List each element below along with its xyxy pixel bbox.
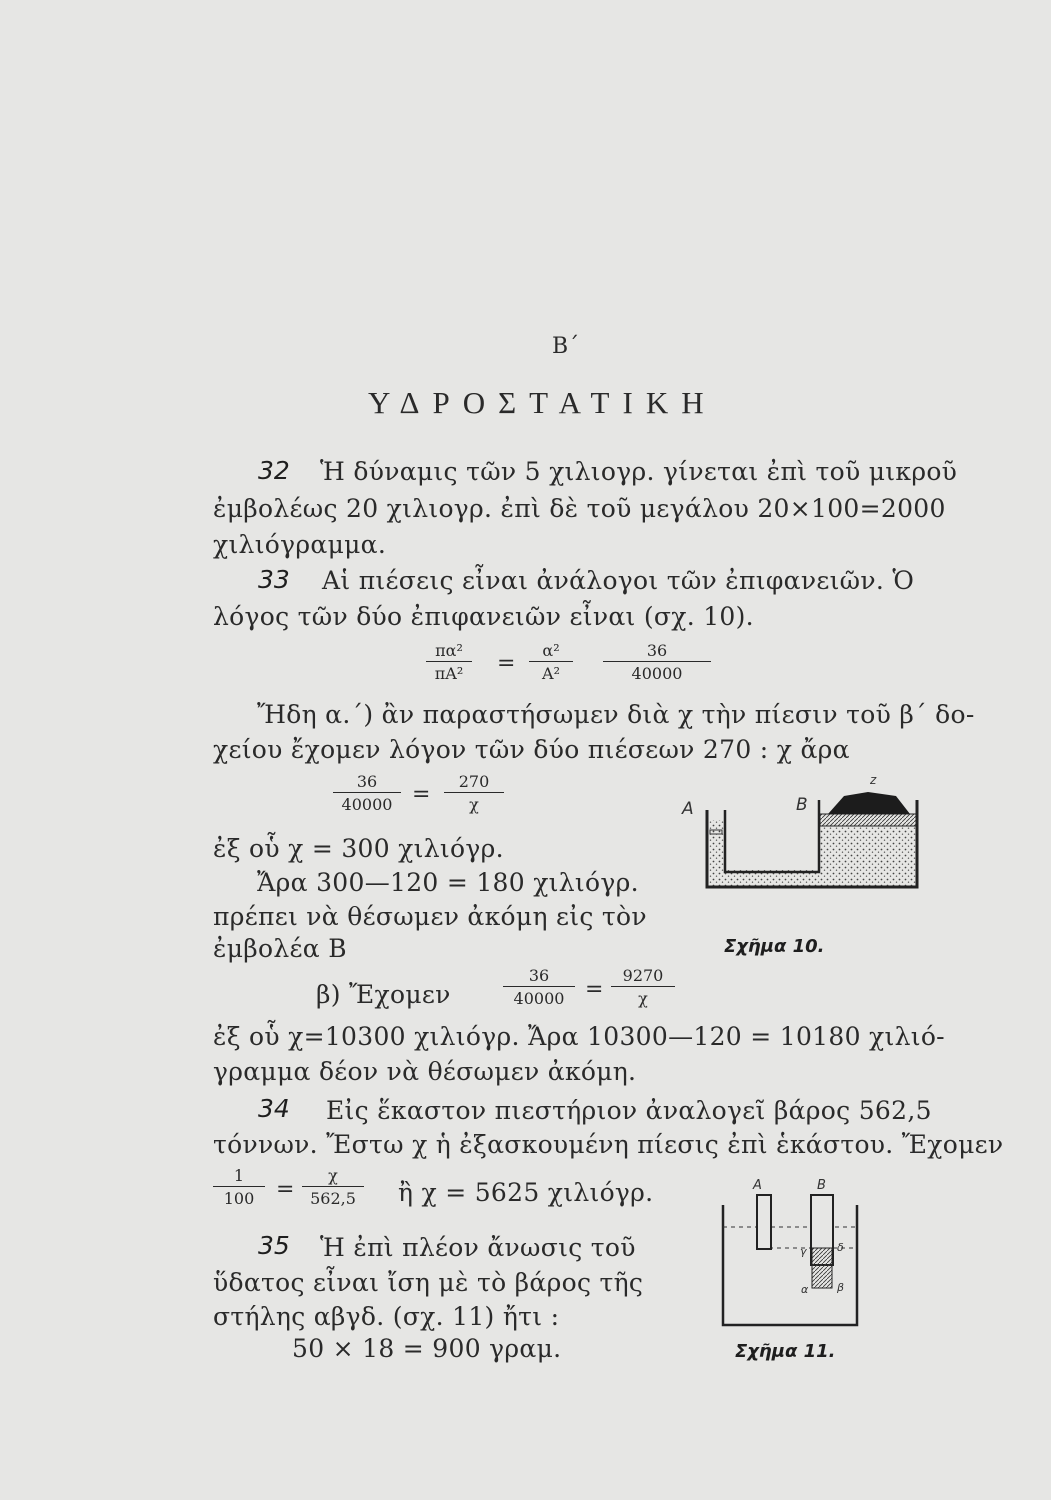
denominator: 562,5 [302, 1186, 364, 1208]
numerator: 36 [356, 772, 378, 791]
text-line: Ἡ ἐπὶ πλέον ἄνωσις τοῦ [320, 1233, 636, 1262]
text-line: ἐξ οὗ χ=10300 χιλιόγρ. Ἄρα 10300—120 = 10180 χιλιό- [213, 1022, 945, 1051]
section-label: Β΄ [552, 334, 580, 359]
text-line: Εἰς ἕκαστον πιεστήριον ἀναλογεῖ βάρος 562,5 [326, 1096, 932, 1125]
problem-number: 33 [258, 565, 290, 594]
text-line: λόγος τῶν δύο ἐπιφανειῶν εἶναι (σχ. 10). [213, 602, 754, 631]
text-line: β) Ἔχομεν [316, 980, 451, 1009]
text-line: ἐξ οὗ χ = 300 χιλιόγρ. [213, 834, 504, 863]
denominator: 100 [213, 1186, 265, 1208]
vessel-diagram [670, 770, 940, 900]
fraction [603, 641, 711, 683]
text-line: ἐμβολέα Β [213, 934, 347, 963]
numerator: α² [542, 641, 560, 660]
text-line: Ἡ δύναμις τῶν 5 χιλιογρ. γίνεται ἐπὶ τοῦ μικροῦ [320, 457, 958, 486]
problem-number: 35 [258, 1231, 290, 1260]
figure-11 [715, 1175, 865, 1335]
figure-label-a: A [753, 1178, 762, 1193]
text-line: Ἤδη α.΄) ἂν παραστήσωμεν διὰ χ τὴν πίεσιν τοῦ β΄ δο- [257, 700, 975, 729]
buoyancy-diagram [715, 1175, 865, 1335]
denominator: 40000 [333, 792, 401, 814]
equals-sign: = [585, 977, 604, 1002]
numerator: χ [328, 1166, 338, 1185]
chapter-title: ΥΔΡΟΣΤΑΤΙΚΗ [368, 385, 717, 420]
fraction [302, 1166, 364, 1208]
figure-caption: Σχῆμα 10. [724, 936, 825, 957]
equals-sign: = [412, 782, 431, 807]
figure-10 [670, 770, 940, 900]
fraction [333, 772, 401, 814]
denominator: πΑ² [426, 661, 472, 683]
figure-caption: Σχῆμα 11. [735, 1341, 836, 1362]
numerator: 36 [528, 966, 550, 985]
figure-label-x: z [870, 773, 877, 787]
fraction [611, 966, 675, 1008]
denominator: 40000 [603, 661, 711, 683]
text-line: ἢ χ = 5625 χιλιόγρ. [398, 1178, 654, 1207]
text-line: ὕδατος εἶναι ἴση μὲ τὸ βάρος τῆς [213, 1268, 644, 1297]
text-line: Αἱ πιέσεις εἶναι ἀνάλογοι τῶν ἐπιφανειῶν. Ὁ [322, 566, 915, 595]
fraction [444, 772, 504, 814]
text-line: 50 × 18 = 900 γραμ. [292, 1334, 562, 1363]
text-line: τόννων. Ἔστω χ ἡ ἐξασκουμένη πίεσις ἐπὶ ἑκάστου. Ἔχομεν [213, 1130, 1004, 1159]
figure-label-alpha: α [801, 1283, 809, 1296]
figure-label-b: B [817, 1178, 826, 1193]
numerator: 9270 [622, 966, 664, 985]
figure-label-a: A [682, 799, 694, 819]
text-line: ἐμβολέως 20 χιλιογρ. ἐπὶ δὲ τοῦ μεγάλου 20×100=2000 [213, 494, 946, 523]
denominator: χ [611, 986, 675, 1008]
equals-sign: = [276, 1177, 295, 1202]
text-line: γραμμα δέον νὰ θέσωμεν ἀκόμη. [213, 1057, 637, 1086]
equals-sign: = [497, 651, 516, 676]
numerator: 36 [646, 641, 668, 660]
text-line: χιλιόγραμμα. [213, 530, 387, 559]
text-line: στήλης αβγδ. (σχ. 11) ἤτι : [213, 1302, 560, 1331]
text-line: πρέπει νὰ θέσωμεν ἀκόμη εἰς τὸν [213, 902, 647, 931]
denominator: χ [444, 792, 504, 814]
figure-label-delta: δ [837, 1241, 844, 1254]
fraction [503, 966, 575, 1008]
numerator: 1 [233, 1166, 245, 1185]
denominator: 40000 [503, 986, 575, 1008]
numerator: πα² [435, 641, 463, 660]
fraction [213, 1166, 265, 1208]
denominator: Α² [529, 661, 573, 683]
figure-label-beta: β [837, 1281, 845, 1294]
figure-label-b: B [796, 795, 808, 815]
problem-number: 34 [258, 1094, 290, 1123]
text-line: χείου ἔχομεν λόγον τῶν δύο πιέσεων 270 : χ ἄρα [213, 735, 850, 764]
numerator: 270 [458, 772, 490, 791]
problem-number: 32 [258, 456, 290, 485]
fraction [426, 641, 472, 683]
figure-label-gamma: γ [800, 1245, 807, 1258]
text-line: Ἄρα 300—120 = 180 χιλιόγρ. [257, 868, 639, 897]
fraction [529, 641, 573, 683]
